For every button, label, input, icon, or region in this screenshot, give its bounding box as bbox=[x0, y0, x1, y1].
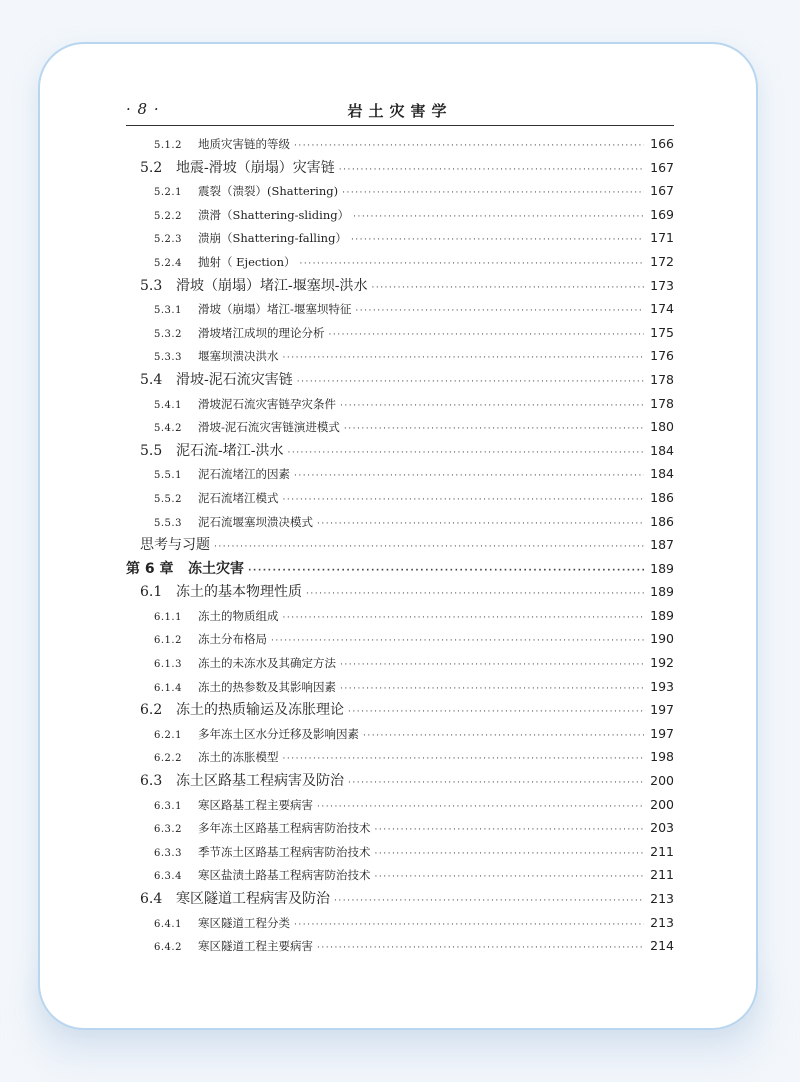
toc-entry[interactable] bbox=[126, 816, 674, 840]
dot-leader bbox=[342, 182, 644, 206]
toc-entry-title: 冻土分布格局 bbox=[198, 632, 267, 647]
dot-leader bbox=[340, 678, 644, 702]
toc-entry-title: 堰塞坝溃决洪水 bbox=[198, 349, 279, 364]
toc-entry-page: 180 bbox=[650, 419, 674, 435]
toc-entry-number: 5.3 bbox=[140, 277, 163, 294]
toc-entry-number: 6.2.1 bbox=[154, 729, 182, 741]
toc-entry-title: 冻土的热质输运及冻胀理论 bbox=[176, 702, 344, 719]
toc-entry[interactable] bbox=[126, 675, 674, 699]
toc-entry-page: 197 bbox=[650, 725, 674, 741]
toc-entry[interactable] bbox=[126, 439, 674, 463]
toc-entry-title: 冻土的未冻水及其确定方法 bbox=[198, 656, 336, 671]
dot-leader bbox=[297, 371, 644, 395]
toc-entry-title: 泥石流堵江的因素 bbox=[198, 467, 290, 482]
header-rule bbox=[126, 125, 674, 126]
toc-entry-title: 寒区路基工程主要病害 bbox=[198, 797, 313, 812]
toc-entry-page: 175 bbox=[650, 324, 674, 340]
toc-entry-number: 6.3.4 bbox=[154, 871, 182, 883]
toc-entry[interactable] bbox=[126, 793, 674, 817]
toc-entry-title: 滑坡（崩塌）堵江-堰塞坝特征 bbox=[198, 302, 352, 317]
toc-entry[interactable] bbox=[126, 887, 674, 911]
toc-entry-title: 震裂（溃裂）(Shattering) bbox=[198, 184, 339, 199]
toc-entry-number: 6.4 bbox=[140, 891, 163, 907]
toc-entry-title: 溃崩（Shattering-falling） bbox=[198, 231, 347, 246]
toc-entry-page: 171 bbox=[650, 230, 674, 246]
toc-entry-page: 203 bbox=[650, 820, 674, 836]
toc-entry-page: 189 bbox=[650, 584, 674, 600]
dot-leader bbox=[344, 418, 644, 442]
toc-entry[interactable] bbox=[126, 392, 674, 416]
toc-entry-page: 186 bbox=[650, 513, 674, 529]
toc-entry-page: 192 bbox=[650, 655, 674, 671]
toc-entry-title: 地震-滑坡（崩塌）灾害链 bbox=[176, 159, 335, 176]
dot-leader bbox=[287, 442, 644, 466]
toc-entry-title: 抛射（ Ejection） bbox=[198, 254, 296, 269]
toc-entry-page: 169 bbox=[650, 206, 674, 222]
toc-entry-number: 5.2 bbox=[140, 159, 163, 176]
toc-entry[interactable] bbox=[126, 297, 674, 321]
toc-entry-page: 174 bbox=[650, 301, 674, 317]
toc-entry-page: 172 bbox=[650, 253, 674, 269]
page-header bbox=[126, 100, 674, 122]
dot-leader bbox=[294, 135, 644, 159]
toc-entry[interactable] bbox=[126, 745, 674, 769]
toc-entry[interactable] bbox=[126, 156, 674, 180]
toc-entry-number: 6.1.2 bbox=[154, 635, 182, 647]
toc-entry-number: 5.5.2 bbox=[154, 493, 182, 505]
toc-entry-number: 6.3.2 bbox=[154, 824, 182, 836]
toc-entry-page: 186 bbox=[650, 489, 674, 505]
toc-entry-title: 冻土灾害 bbox=[188, 560, 244, 577]
toc-entry[interactable] bbox=[126, 368, 674, 392]
dot-leader bbox=[300, 253, 645, 277]
table-of-contents bbox=[126, 132, 674, 958]
toc-entry[interactable] bbox=[126, 557, 674, 581]
toc-entry-page: 167 bbox=[650, 159, 674, 175]
dot-leader bbox=[348, 772, 644, 796]
toc-entry[interactable] bbox=[126, 415, 674, 439]
toc-entry-number: 5.5 bbox=[140, 442, 163, 459]
toc-entry[interactable] bbox=[126, 651, 674, 675]
toc-entry-number: 6.3.3 bbox=[154, 847, 182, 859]
toc-entry-page: 178 bbox=[650, 371, 674, 387]
toc-entry-title: 冻土区路基工程病害及防治 bbox=[176, 773, 344, 790]
toc-entry-title: 寒区隧道工程病害及防治 bbox=[176, 891, 330, 907]
toc-entry-number: 5.4 bbox=[140, 371, 163, 388]
toc-entry[interactable] bbox=[126, 604, 674, 628]
dot-leader bbox=[306, 583, 644, 607]
dot-leader bbox=[317, 937, 644, 961]
toc-entry-number: 6.1 bbox=[140, 584, 163, 601]
toc-entry-page: 211 bbox=[650, 843, 674, 859]
toc-entry-title: 滑坡（崩塌）堵江-堰塞坝-洪水 bbox=[176, 277, 368, 294]
book-title: 岩土灾害学 bbox=[347, 102, 453, 120]
dot-leader bbox=[375, 843, 645, 867]
dot-leader bbox=[294, 465, 644, 489]
toc-entry[interactable] bbox=[126, 226, 674, 250]
toc-entry-number: 5.5.1 bbox=[154, 470, 182, 482]
dot-leader bbox=[355, 300, 644, 324]
dot-leader bbox=[214, 536, 644, 560]
toc-entry-number: 6.3.1 bbox=[154, 800, 182, 812]
dot-leader bbox=[248, 560, 644, 584]
dot-leader bbox=[334, 890, 644, 914]
dot-leader bbox=[375, 866, 645, 890]
dot-leader bbox=[283, 748, 645, 772]
dot-leader bbox=[317, 513, 644, 537]
toc-entry-title: 滑坡-泥石流灾害链 bbox=[176, 371, 293, 388]
toc-entry[interactable] bbox=[126, 863, 674, 887]
toc-entry-page: 189 bbox=[650, 607, 674, 623]
toc-entry-title: 地质灾害链的等级 bbox=[198, 137, 290, 151]
toc-entry-title: 滑坡泥石流灾害链孕灾条件 bbox=[198, 396, 336, 411]
page-number: · 8 · bbox=[126, 100, 160, 118]
toc-entry[interactable] bbox=[126, 179, 674, 203]
toc-entry[interactable] bbox=[126, 344, 674, 368]
toc-entry[interactable] bbox=[126, 840, 674, 864]
toc-entry-number: 5.2.4 bbox=[154, 257, 182, 269]
toc-entry-number: 6.2 bbox=[140, 702, 163, 719]
toc-entry-number: 5.1.2 bbox=[154, 140, 182, 151]
dot-leader bbox=[283, 347, 645, 371]
toc-entry-number: 6.1.3 bbox=[154, 659, 182, 671]
toc-entry-page: 187 bbox=[650, 537, 674, 553]
toc-entry-number: 5.5.3 bbox=[154, 517, 182, 529]
toc-entry-title: 滑坡-泥石流灾害链演进模式 bbox=[198, 420, 340, 435]
dot-leader bbox=[317, 796, 644, 820]
toc-entry-number: 5.3.3 bbox=[154, 352, 182, 364]
toc-entry[interactable] bbox=[126, 250, 674, 274]
toc-entry[interactable] bbox=[126, 321, 674, 345]
toc-entry-title: 冻土的冻胀模型 bbox=[198, 750, 279, 765]
dot-leader bbox=[351, 229, 644, 253]
toc-entry-title: 季节冻土区路基工程病害防治技术 bbox=[198, 844, 371, 859]
toc-entry-page: 189 bbox=[650, 560, 674, 576]
toc-entry-title: 多年冻土区路基工程病害防治技术 bbox=[198, 821, 371, 836]
toc-entry-page: 173 bbox=[650, 277, 674, 293]
toc-entry-number: 5.3.1 bbox=[154, 305, 182, 317]
toc-entry-page: 193 bbox=[650, 678, 674, 694]
toc-entry-page: 197 bbox=[650, 702, 674, 718]
toc-entry[interactable] bbox=[126, 722, 674, 746]
toc-entry[interactable] bbox=[126, 934, 674, 958]
dot-leader bbox=[283, 607, 645, 631]
toc-entry[interactable] bbox=[126, 132, 674, 156]
toc-entry-page: 178 bbox=[650, 395, 674, 411]
toc-entry[interactable] bbox=[126, 462, 674, 486]
toc-entry-page: 211 bbox=[650, 867, 674, 883]
toc-entry[interactable] bbox=[126, 627, 674, 651]
toc-entry-number: 5.2.3 bbox=[154, 234, 182, 246]
toc-entry-number: 5.3.2 bbox=[154, 328, 182, 340]
toc-entry-title: 寒区隧道工程分类 bbox=[198, 915, 290, 930]
toc-entry[interactable] bbox=[126, 533, 674, 557]
toc-entry-number: 6.2.2 bbox=[154, 753, 182, 765]
toc-entry-number: 6.1.4 bbox=[154, 682, 182, 694]
toc-entry-title: 泥石流-堵江-洪水 bbox=[176, 442, 284, 459]
dot-leader bbox=[340, 395, 644, 419]
toc-entry[interactable] bbox=[126, 274, 674, 298]
toc-entry-page: 200 bbox=[650, 796, 674, 812]
toc-entry-title: 冻土的物质组成 bbox=[198, 608, 279, 623]
toc-entry-page: 184 bbox=[650, 466, 674, 482]
dot-leader bbox=[375, 819, 645, 843]
toc-entry-page: 214 bbox=[650, 938, 674, 954]
toc-entry-title: 冻土的热参数及其影响因素 bbox=[198, 679, 336, 694]
toc-entry-page: 184 bbox=[650, 442, 674, 458]
toc-entry-page: 190 bbox=[650, 631, 674, 647]
toc-entry-number: 6.3 bbox=[140, 773, 163, 790]
toc-entry-number: 6.4.2 bbox=[154, 942, 182, 954]
toc-entry-page: 213 bbox=[650, 914, 674, 930]
toc-entry-page: 200 bbox=[650, 773, 674, 789]
dot-leader bbox=[371, 277, 644, 301]
toc-entry-page: 198 bbox=[650, 749, 674, 765]
toc-entry-number: 6.4.1 bbox=[154, 918, 182, 930]
toc-entry[interactable] bbox=[126, 580, 674, 604]
toc-entry[interactable] bbox=[126, 698, 674, 722]
toc-entry[interactable] bbox=[126, 486, 674, 510]
dot-leader bbox=[283, 489, 645, 513]
toc-entry[interactable] bbox=[126, 911, 674, 935]
dot-leader bbox=[329, 324, 645, 348]
toc-entry-title: 泥石流堰塞坝溃决模式 bbox=[198, 514, 313, 529]
dot-leader bbox=[271, 630, 644, 654]
toc-entry-title: 寒区隧道工程主要病害 bbox=[198, 939, 313, 954]
toc-entry[interactable] bbox=[126, 203, 674, 227]
toc-entry[interactable] bbox=[126, 510, 674, 534]
toc-entry-title: 多年冻土区水分迁移及影响因素 bbox=[198, 726, 359, 741]
dot-leader bbox=[294, 914, 644, 938]
toc-entry-number: 5.4.2 bbox=[154, 423, 182, 435]
toc-entry-title: 滑坡堵江成坝的理论分析 bbox=[198, 325, 325, 340]
dot-leader bbox=[339, 159, 644, 183]
toc-entry-page: 166 bbox=[650, 136, 674, 151]
toc-entry-page: 176 bbox=[650, 348, 674, 364]
dot-leader bbox=[353, 206, 644, 230]
toc-entry-title: 溃滑（Shattering-sliding） bbox=[198, 207, 350, 222]
toc-entry-page: 213 bbox=[650, 891, 674, 906]
dot-leader bbox=[348, 701, 644, 725]
toc-entry-title: 泥石流堵江模式 bbox=[198, 490, 279, 505]
toc-entry-page: 167 bbox=[650, 183, 674, 199]
toc-entry-number: 第 6 章 bbox=[126, 560, 174, 577]
toc-entry-number: 5.4.1 bbox=[154, 399, 182, 411]
dot-leader bbox=[340, 654, 644, 678]
toc-entry[interactable] bbox=[126, 769, 674, 793]
toc-entry-title: 思考与习题 bbox=[140, 537, 210, 554]
toc-entry-title: 寒区盐渍土路基工程病害防治技术 bbox=[198, 868, 371, 883]
toc-entry-title: 冻土的基本物理性质 bbox=[176, 584, 302, 601]
dot-leader bbox=[363, 725, 644, 749]
toc-entry-number: 5.2.2 bbox=[154, 210, 182, 222]
toc-entry-number: 5.2.1 bbox=[154, 187, 182, 199]
toc-entry-number: 6.1.1 bbox=[154, 611, 182, 623]
